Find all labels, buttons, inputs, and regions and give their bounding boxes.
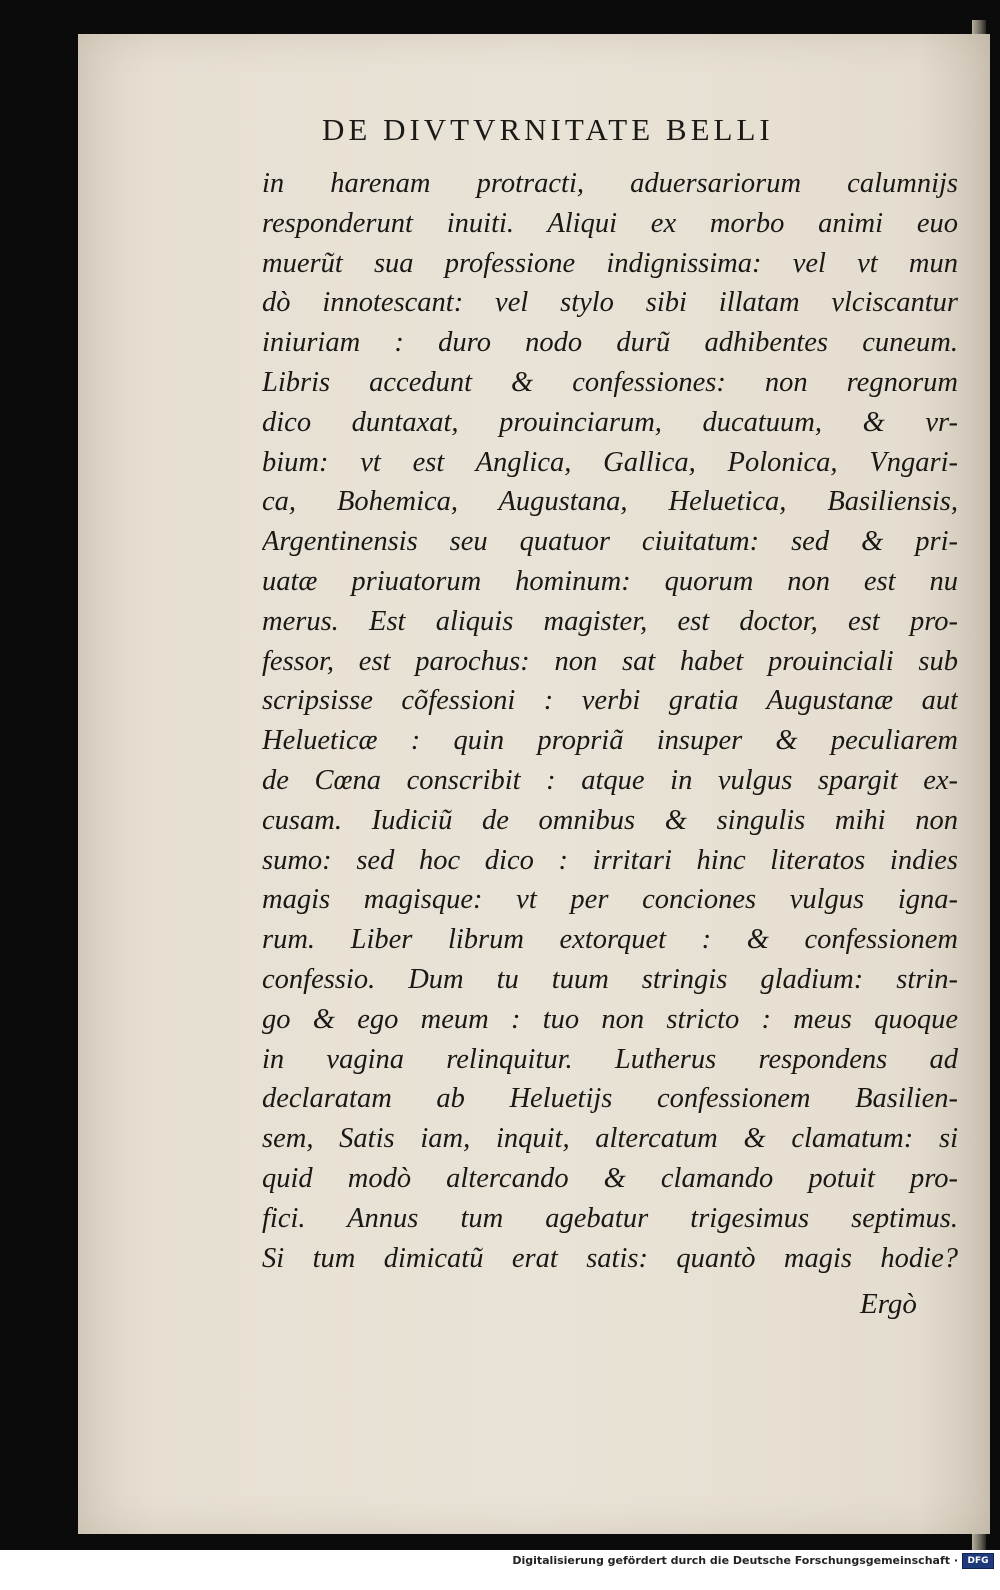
text-line: in harenam protracti, aduersariorum calumnijs — [262, 168, 958, 199]
running-head: DE DIVTVRNITATE BELLI — [322, 112, 774, 147]
text-line: uatæ priuatorum hominum: quorum non est nu — [262, 565, 958, 597]
text-line: merus. Est aliquis magister, est doctor, est pro- — [262, 605, 958, 637]
text-line: Libris accedunt & confessiones: non regnorum — [262, 366, 958, 398]
text-line: declaratam ab Heluetijs confessionem Basilien- — [262, 1083, 958, 1115]
body-text — [262, 164, 958, 1278]
text-line: sumo: sed hoc dico : irritari hinc literatos indies — [262, 844, 958, 876]
text-line: dò innotescant: vel stylo sibi illatam vlciscantur — [262, 287, 958, 319]
text-line: quid modò altercando & clamando potuit pro- — [262, 1162, 958, 1194]
digitization-credit: Digitalisierung gefördert durch die Deutsche Forschungsgemeinschaft · — [512, 1554, 958, 1567]
text-line: fessor, est parochus: non sat habet prouinciali sub — [262, 645, 958, 677]
dfg-logo-icon: DFG — [962, 1553, 994, 1569]
text-line: magis magisque: vt per conciones vulgus igna- — [262, 884, 958, 916]
text-line: rum. Liber librum extorquet : & confessionem — [262, 924, 958, 956]
text-line: Si tum dimicatũ erat satis: quantò magis hodie? — [262, 1242, 958, 1274]
text-line: ca, Bohemica, Augustana, Heluetica, Basiliensis, — [262, 486, 958, 518]
text-line: dico duntaxat, prouinciarum, ducatuum, & vr- — [262, 406, 958, 438]
text-line: go & ego meum : tuo non stricto : meus quoque — [262, 1003, 958, 1035]
text-line: Argentinensis seu quatuor ciuitatum: sed & pri- — [262, 526, 958, 558]
text-line: de Cœna conscribit : atque in vulgus spargit ex- — [262, 764, 958, 796]
text-line: fici. Annus tum agebatur trigesimus septimus. — [262, 1202, 958, 1234]
text-line: Helueticæ : quin propriã insuper & peculiarem — [262, 725, 958, 757]
text-line: iniuriam : duro nodo durũ adhibentes cuneum. — [262, 327, 958, 359]
text-line: confessio. Dum tu tuum stringis gladium: strin- — [262, 963, 958, 995]
text-line: in vagina relinquitur. Lutherus respondens ad — [262, 1043, 958, 1075]
text-line: sem, Satis iam, inquit, altercatum & clamatum: si — [262, 1123, 958, 1155]
text-line: responderunt inuiti. Aliqui ex morbo animi euo — [262, 207, 958, 239]
text-line: muerũt sua professione indignissima: vel vt mun — [262, 247, 958, 279]
text-line: bium: vt est Anglica, Gallica, Polonica, Vngari- — [262, 446, 958, 478]
catchword: Ergò — [860, 1288, 917, 1320]
text-line: cusam. Iudiciũ de omnibus & singulis mihi non — [262, 804, 958, 836]
text-line: scripsisse cõfessioni : verbi gratia Augustanæ aut — [262, 685, 958, 717]
